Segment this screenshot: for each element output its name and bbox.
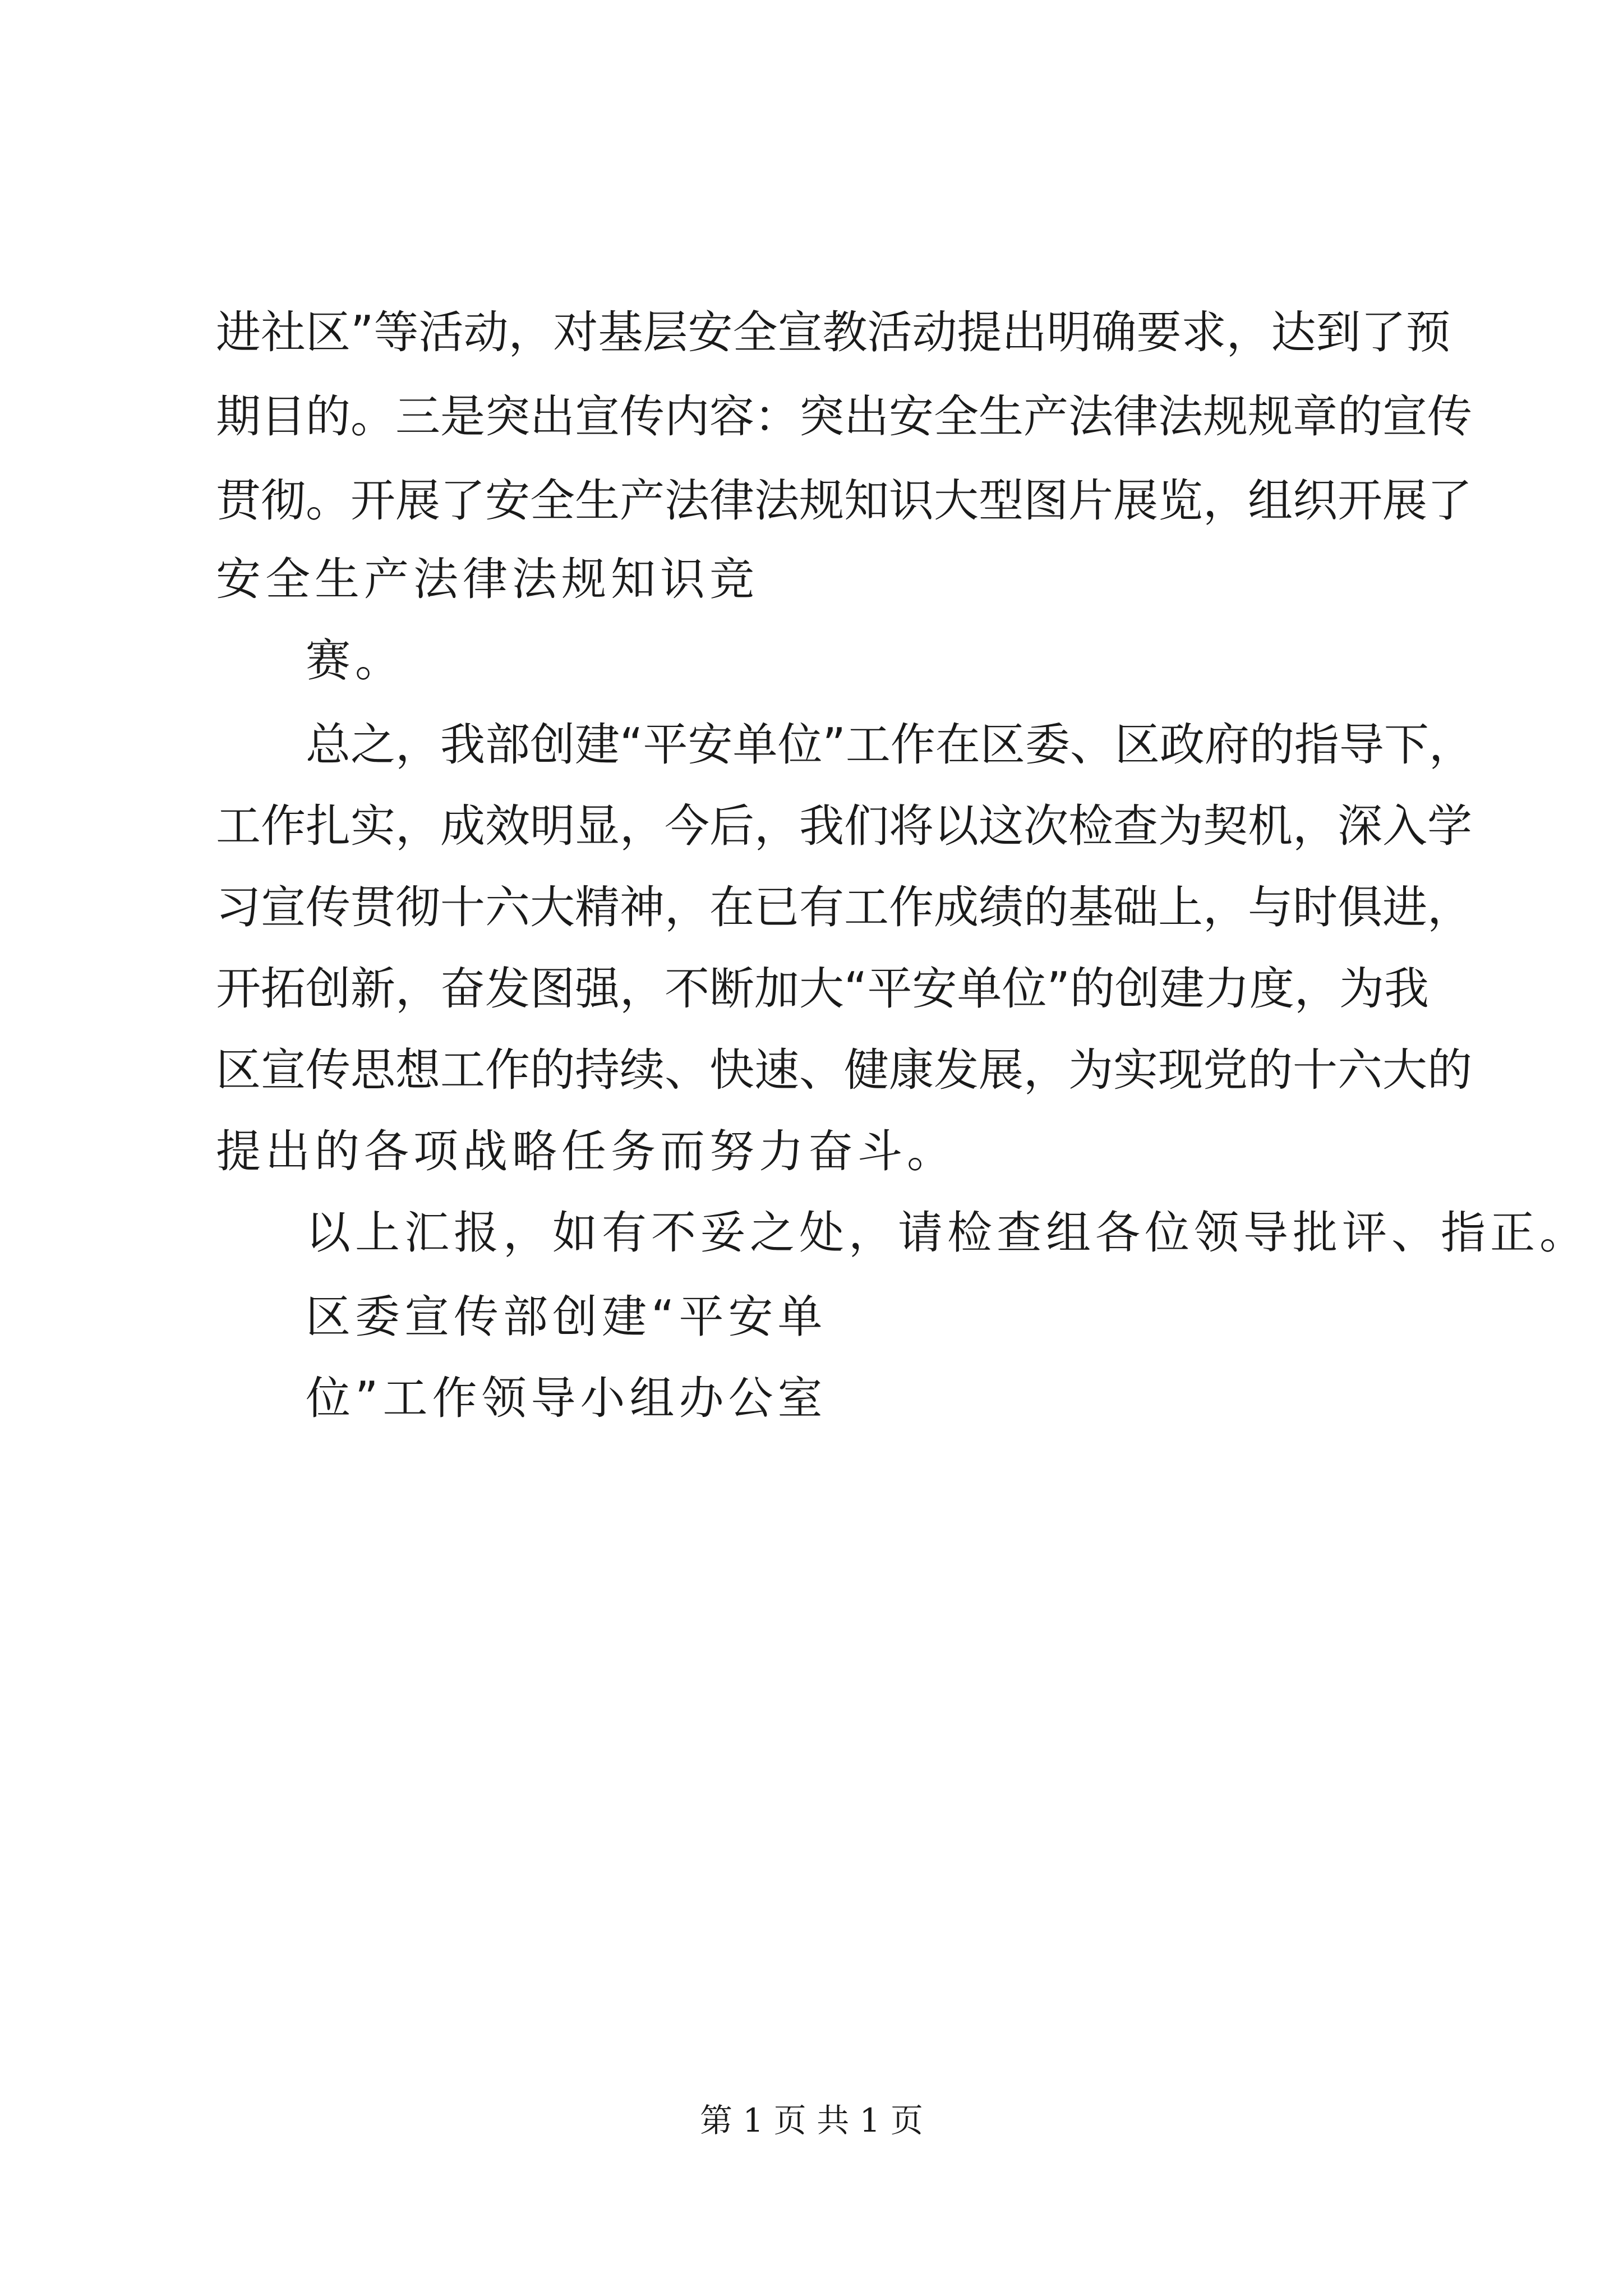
closing-line: 以上汇报，如有不妥之处，请检查组各位领导批评、指正。 [306, 1207, 1589, 1259]
signature-line: 区委宣传部创建“平安单 [306, 1291, 827, 1343]
body-line: 提出的各项战略任务而努力奋斗。 [216, 1125, 956, 1177]
paragraph-first-line: 总之，我部创建“平安单位”工作在区委、区政府的指导下， [306, 719, 1474, 771]
signature-line: 位”工作领导小组办公室 [306, 1372, 827, 1424]
page-number-footer: 第 1 页 共 1 页 [700, 2101, 923, 2139]
body-line: 开拓创新，奋发图强，不断加大“平安单位”的创建力度，为我 [216, 963, 1429, 1015]
body-line: 赛。 [306, 634, 404, 687]
body-line: 安全生产法律法规知识竞 [216, 553, 759, 605]
body-line: 贯彻。开展了安全生产法律法规知识大型图片展览，组织开展了 [216, 475, 1472, 527]
body-line: 区宣传思想工作的持续、快速、健康发展，为实现党的十六大的 [216, 1044, 1472, 1096]
body-line: 习宣传贯彻十六大精神，在已有工作成绩的基础上，与时俱进， [216, 881, 1472, 933]
body-line: 进社区”等活动，对基层安全宣教活动提出明确要求，达到了预 [216, 306, 1451, 358]
body-line: 期目的。三是突出宣传内容：突出安全生产法律法规规章的宣传 [216, 390, 1472, 443]
body-line: 工作扎实，成效明显，今后，我们将以这次检查为契机，深入学 [216, 800, 1472, 852]
